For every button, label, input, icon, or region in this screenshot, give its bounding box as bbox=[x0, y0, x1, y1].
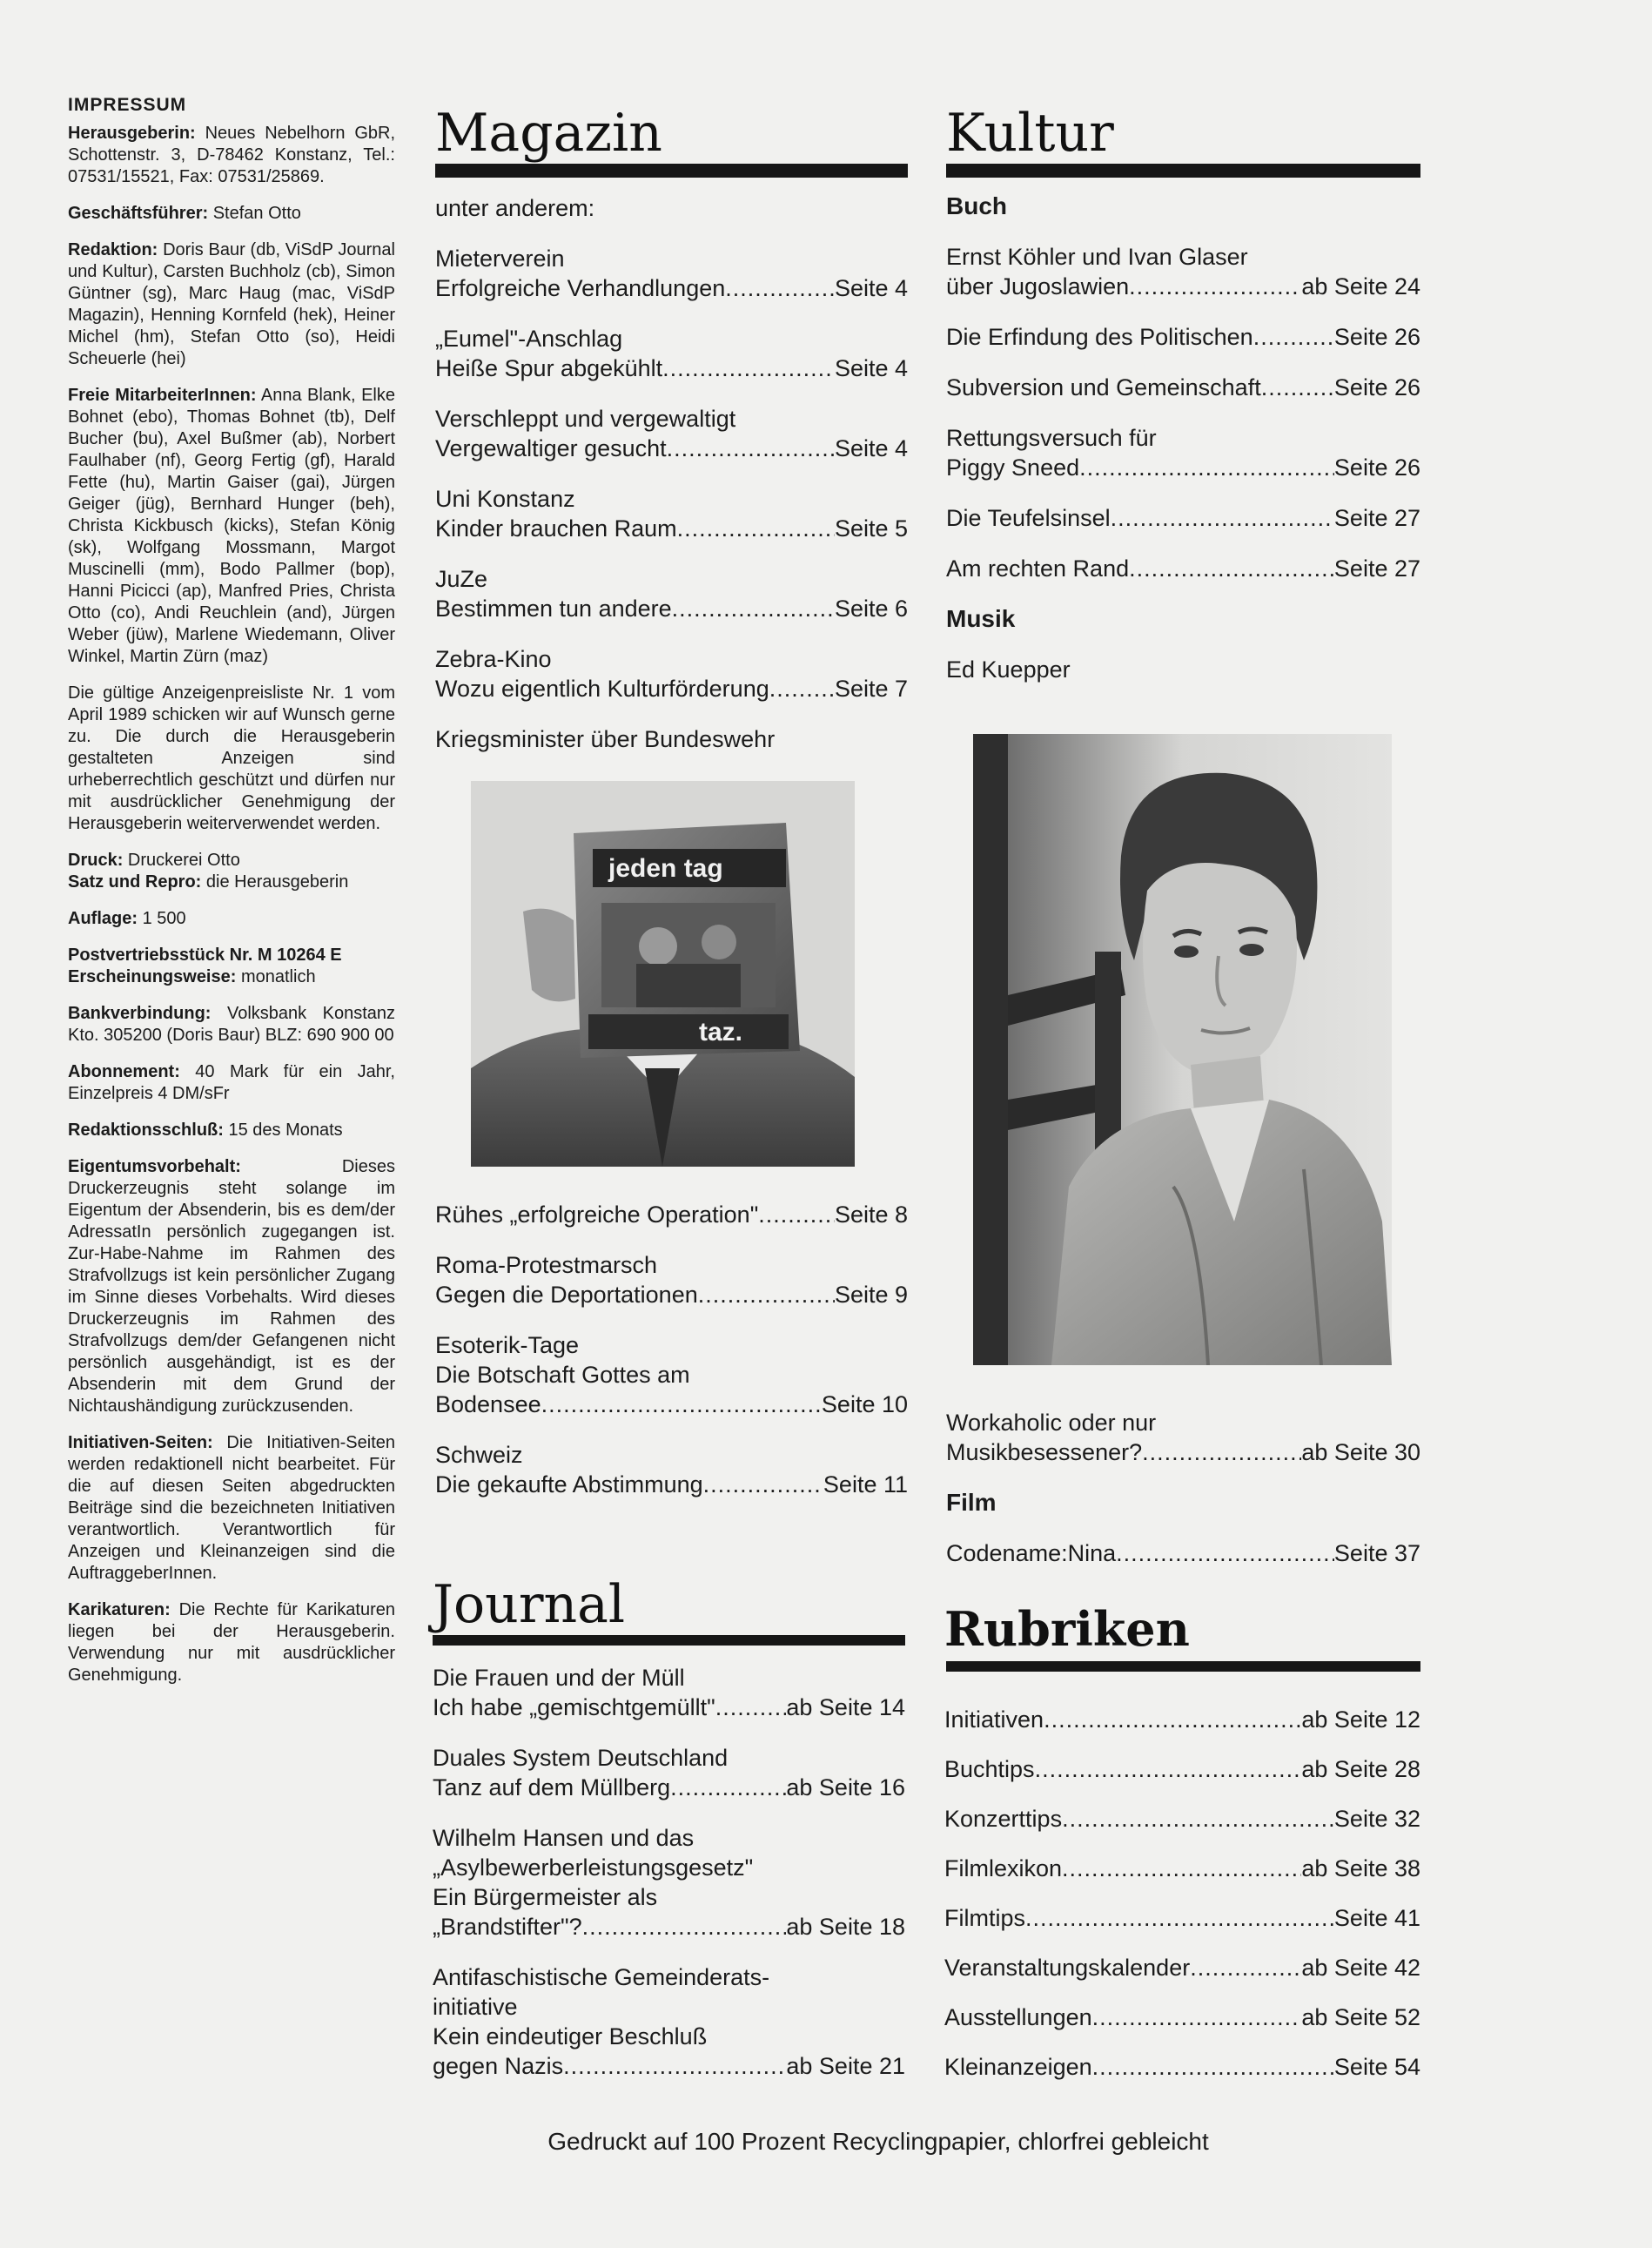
journal-column bbox=[433, 1663, 905, 2102]
toc-entry[interactable]: Verschleppt und vergewaltigt Vergewaltiger gesucht ..... Seite 4 bbox=[435, 404, 908, 463]
taz-headline: jeden tag bbox=[608, 854, 723, 883]
toc-entry[interactable]: Antifaschistische Gemeinderats- initiative Kein eindeutiger Beschluß gegen Nazis ..... ab Seite 21 bbox=[433, 1962, 905, 2081]
kultur-film-label: Film bbox=[946, 1489, 997, 1516]
toc-entry[interactable]: Veranstaltungskalender ..... ab Seite 42 bbox=[944, 1953, 1420, 1982]
toc-entry[interactable]: Die Erfindung des Politischen ..... Seite 26 bbox=[946, 322, 1420, 352]
impressum-karikaturen: Karikaturen: Die Rechte für Karikaturen liegen bei der Herausgeberin. Verwendung nur mit ausdrücklicher Genehmigung. bbox=[68, 1600, 395, 1685]
portrait-illustration bbox=[973, 734, 1392, 1365]
toc-entry[interactable]: Uni Konstanz Kinder brauchen Raum ..... Seite 5 bbox=[435, 484, 908, 543]
toc-entry[interactable]: Filmlexikon ..... ab Seite 38 bbox=[944, 1854, 1420, 1883]
toc-entry[interactable]: Duales System Deutschland Tanz auf dem Müllberg ..... ab Seite 16 bbox=[433, 1743, 905, 1802]
toc-entry[interactable]: Esoterik-Tage Die Botschaft Gottes am Bodensee ..... Seite 10 bbox=[435, 1330, 908, 1419]
toc-entry[interactable]: Initiativen ..... ab Seite 12 bbox=[944, 1705, 1420, 1734]
toc-entry[interactable]: JuZe Bestimmen tun andere ..... Seite 6 bbox=[435, 564, 908, 623]
kultur-portrait-photo bbox=[973, 734, 1392, 1365]
footer-note: Gedruckt auf 100 Prozent Recyclingpapier, chlorfrei gebleicht bbox=[547, 2128, 1209, 2155]
toc-entry[interactable]: Die Teufelsinsel ..... Seite 27 bbox=[946, 503, 1420, 533]
impressum-title: IMPRESSUM bbox=[68, 95, 187, 115]
toc-entry[interactable]: Zebra-Kino Wozu eigentlich Kulturförderung ..... Seite 7 bbox=[435, 644, 908, 703]
impressum-herausgeberin: Herausgeberin: Neues Nebelhorn GbR, Schottenstr. 3, D-78462 Konstanz, Tel.: 07531/15521, Fax: 07531/25869. bbox=[68, 124, 396, 186]
impressum-eigentumsvorbehalt: Eigentumsvorbehalt: Dieses Druckerzeugnis steht solange im Eigentum der Absenderin, bis es dem/der AdressatIn persönlich zugegangen ist. Zur-Habe-Nahme im Rahmen des Strafvollzugs ist kein persönlicher Zugang im Sinne dieses Vorbehalts. Wird dieses Druckerzeugnis im Rahmen des Strafvollzugs dem/der Gefangenen nicht persönlich ausgehändigt, ist es der Absenderin mit dem Grund der Nichtaushändigung zurückzusenden. bbox=[68, 1157, 395, 1416]
toc-entry[interactable]: Rettungsversuch für Piggy Sneed ..... Seite 26 bbox=[946, 423, 1420, 482]
impressum-column bbox=[68, 94, 395, 1701]
magazin-rule bbox=[435, 164, 908, 178]
toc-entry[interactable]: Filmtips ..... Seite 41 bbox=[944, 1903, 1420, 1933]
toc-entry[interactable]: Rühes „erfolgreiche Operation" ..... Seite 8 bbox=[435, 1200, 908, 1229]
toc-entry[interactable]: Subversion und Gemeinschaft ..... Seite 26 bbox=[946, 373, 1420, 402]
kultur-heading: Kultur bbox=[946, 103, 1114, 164]
impressum-anzeigen: Die gültige Anzeigenpreisliste Nr. 1 vom April 1989 schicken wir auf Wunsch gerne zu. Die durch die Herausgeberin gestalteten Anzeigen sind urheberrechtlich geschützt und dürfen nur mit ausdrücklicher Genehmigung der Herausgeberin weiterverwendet werden. bbox=[68, 683, 395, 833]
rubriken-column bbox=[944, 1705, 1420, 2102]
kultur-column-bottom bbox=[946, 1408, 1420, 1589]
impressum-druck: Druck: Druckerei Otto Satz und Repro: die Herausgeberin bbox=[68, 851, 349, 892]
magazin-column-bottom bbox=[435, 1200, 908, 1520]
impressum-abonnement: Abonnement: 40 Mark für ein Jahr, Einzelpreis 4 DM/sFr bbox=[68, 1062, 395, 1103]
magazin-heading: Magazin bbox=[435, 103, 662, 164]
toc-entry[interactable]: Workaholic oder nur Musikbesessener? ..... ab Seite 30 bbox=[946, 1408, 1420, 1467]
impressum-postvertrieb: Postvertriebsstück Nr. M 10264 E Erscheinungsweise: monatlich bbox=[68, 946, 342, 986]
rubriken-rule bbox=[946, 1661, 1420, 1672]
kultur-buch-label: Buch bbox=[946, 192, 1007, 219]
magazin-column-top bbox=[435, 193, 908, 775]
toc-entry[interactable]: Schweiz Die gekaufte Abstimmung ..... Seite 11 bbox=[435, 1440, 908, 1499]
rubriken-heading: Rubriken bbox=[944, 1601, 1190, 1657]
impressum-bank: Bankverbindung: Volksbank Konstanz Kto. 305200 (Doris Baur) BLZ: 690 900 00 bbox=[68, 1004, 395, 1045]
impressum-redaktion: Redaktion: Doris Baur (db, ViSdP Journal und Kultur), Carsten Buchholz (cb), Simon Güntner (sg), Marc Haug (mac, ViSdP Magazin), Henning Kornfeld (hek), Heiner Michel (hm), Stefan Otto (so), Heidi Scheuerle (hei) bbox=[68, 240, 395, 368]
toc-entry[interactable]: Konzerttips ..... Seite 32 bbox=[944, 1804, 1420, 1834]
toc-entry[interactable]: Die Frauen und der Müll Ich habe „gemischtgemüllt" ..... ab Seite 14 bbox=[433, 1663, 905, 1722]
impressum-redaktionsschluss: Redaktionsschluß: 15 des Monats bbox=[68, 1121, 343, 1140]
kultur-musik-label: Musik bbox=[946, 605, 1016, 632]
toc-entry[interactable]: Ernst Köhler und Ivan Glaser über Jugoslawien ..... ab Seite 24 bbox=[946, 242, 1420, 301]
toc-entry[interactable]: Wilhelm Hansen und das „Asylbewerberleistungsgesetz" Ein Bürgermeister als „Brandstifter"? ..... ab Seite 18 bbox=[433, 1823, 905, 1942]
impressum-geschaeftsfuehrer: Geschäftsführer: Stefan Otto bbox=[68, 204, 301, 223]
toc-entry[interactable]: Mieterverein Erfolgreiche Verhandlungen ..... Seite 4 bbox=[435, 244, 908, 303]
toc-entry[interactable]: Roma-Protestmarsch Gegen die Deportationen ..... Seite 9 bbox=[435, 1250, 908, 1309]
kultur-rule bbox=[946, 164, 1420, 178]
toc-entry[interactable]: Am rechten Rand ..... Seite 27 bbox=[946, 554, 1420, 583]
toc-entry[interactable]: Buchtips ..... ab Seite 28 bbox=[944, 1754, 1420, 1784]
toc-entry[interactable]: „Eumel"-Anschlag Heiße Spur abgekühlt ..... Seite 4 bbox=[435, 324, 908, 383]
toc-entry[interactable]: Kleinanzeigen ..... Seite 54 bbox=[944, 2052, 1420, 2082]
toc-entry[interactable]: Codename:Nina ..... Seite 37 bbox=[946, 1538, 1420, 1568]
toc-entry[interactable]: Kriegsminister über Bundeswehr bbox=[435, 726, 776, 752]
kultur-column-top bbox=[946, 192, 1420, 705]
journal-rule bbox=[433, 1635, 905, 1646]
toc-entry[interactable]: Ausstellungen ..... ab Seite 52 bbox=[944, 2002, 1420, 2032]
impressum-auflage: Auflage: 1 500 bbox=[68, 909, 186, 928]
magazin-intro: unter anderem: bbox=[435, 195, 595, 221]
journal-heading: Journal bbox=[433, 1574, 626, 1635]
kultur-musik-name[interactable]: Ed Kuepper bbox=[946, 656, 1071, 683]
impressum-initiativen: Initiativen-Seiten: Die Initiativen-Seiten werden redaktionell nicht bearbeitet. Für die auf diesen Seiten abgedruckten Beiträge sind die bezeichneten Initiativen verantwortlich. Verantwortlich für Anzeigen und Kleinanzeigen sind die AuftraggeberInnen. bbox=[68, 1433, 395, 1583]
taz-cover-illustration bbox=[471, 781, 855, 1167]
taz-logo: taz. bbox=[699, 1018, 743, 1047]
impressum-freie-mitarbeiter: Freie MitarbeiterInnen: Anna Blank, Elke Bohnet (ebo), Thomas Bohnet (tb), Delf Bucher (bu), Axel Bußmer (ab), Norbert Faulhaber (nf), Georg Fertig (gf), Harald Fette (hu), Martin Gaiser (gai), Jürgen Geiger (jüg), Bernhard Hunger (beh), Christa Kickbusch (kicks), Stefan König (sk), Wolfgang Mossmann, Margot Muscinelli (mm), Bodo Pallmer (bop), Hanni Picicci (ap), Manfred Pries, Christa Otto (co), Andi Reuchlein (and), Jürgen Weber (jüw), Marlene Wiedemann, Oliver Winkel, Martin Zürn (maz) bbox=[68, 386, 395, 666]
magazin-photo bbox=[471, 781, 855, 1167]
